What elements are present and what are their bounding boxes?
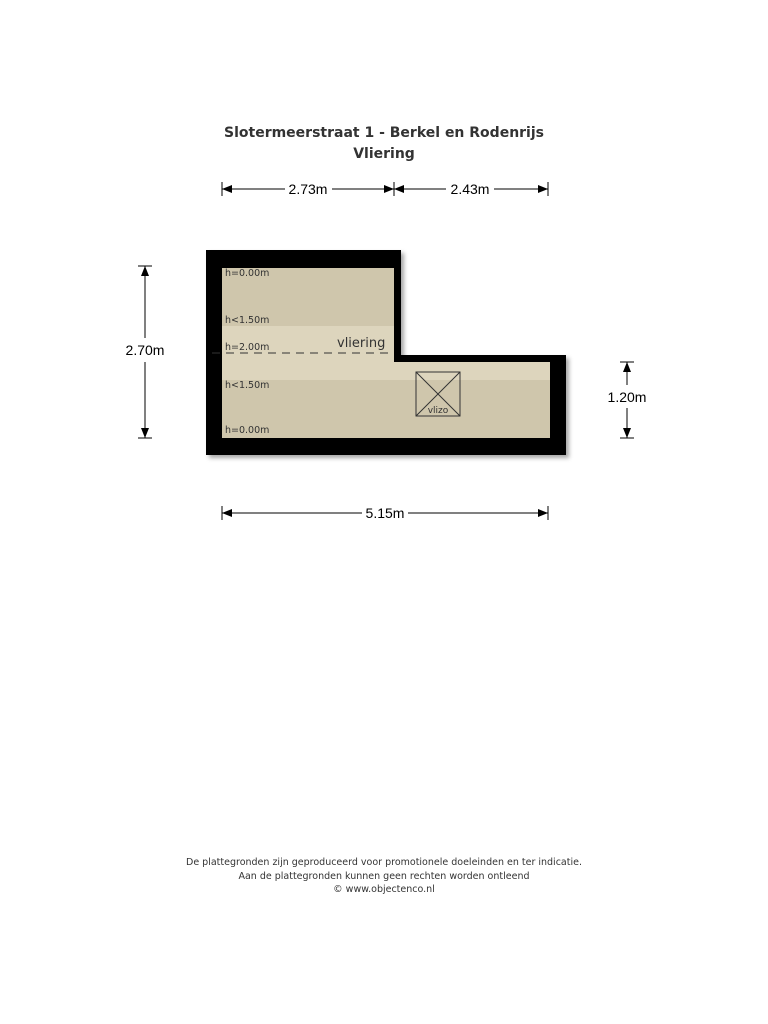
arrowhead [538,509,548,517]
arrowhead [384,185,394,193]
room-name: vliering [337,336,386,351]
arrowhead [222,509,232,517]
hatch-label: vlizo [427,406,449,416]
arrowhead [623,428,631,438]
height-zone-band-lower [222,362,550,380]
height-label: h=2.00m [225,342,270,353]
copyright: © www.objectenco.nl [333,884,435,895]
height-label: h<1.50m [225,380,270,391]
disclaimer-line: De plattegronden zijn geproduceerd voor promotionele doeleinden en ter indicatie. [186,857,582,868]
dimension-label-bottom: 5.15m [365,505,405,521]
height-label: h<1.50m [225,315,270,326]
floor-name: Vliering [353,146,415,162]
arrowhead [394,185,404,193]
dimension-label-left: 2.70m [125,342,165,358]
dimension-label-right: 1.20m [607,389,647,405]
plan-title: Slotermeerstraat 1 - Berkel en Rodenrijs [224,125,544,141]
height-label: h=0.00m [225,268,270,279]
arrowhead [222,185,232,193]
height-label: h=0.00m [225,425,270,436]
arrowhead [141,266,149,276]
arrowhead [538,185,548,193]
arrowhead [623,362,631,372]
arrowhead [141,428,149,438]
disclaimer-line: Aan de plattegronden kunnen geen rechten worden ontleend [238,871,530,882]
dimension-label-top-left: 2.73m [288,181,328,197]
dimension-label-top-right: 2.43m [450,181,490,197]
